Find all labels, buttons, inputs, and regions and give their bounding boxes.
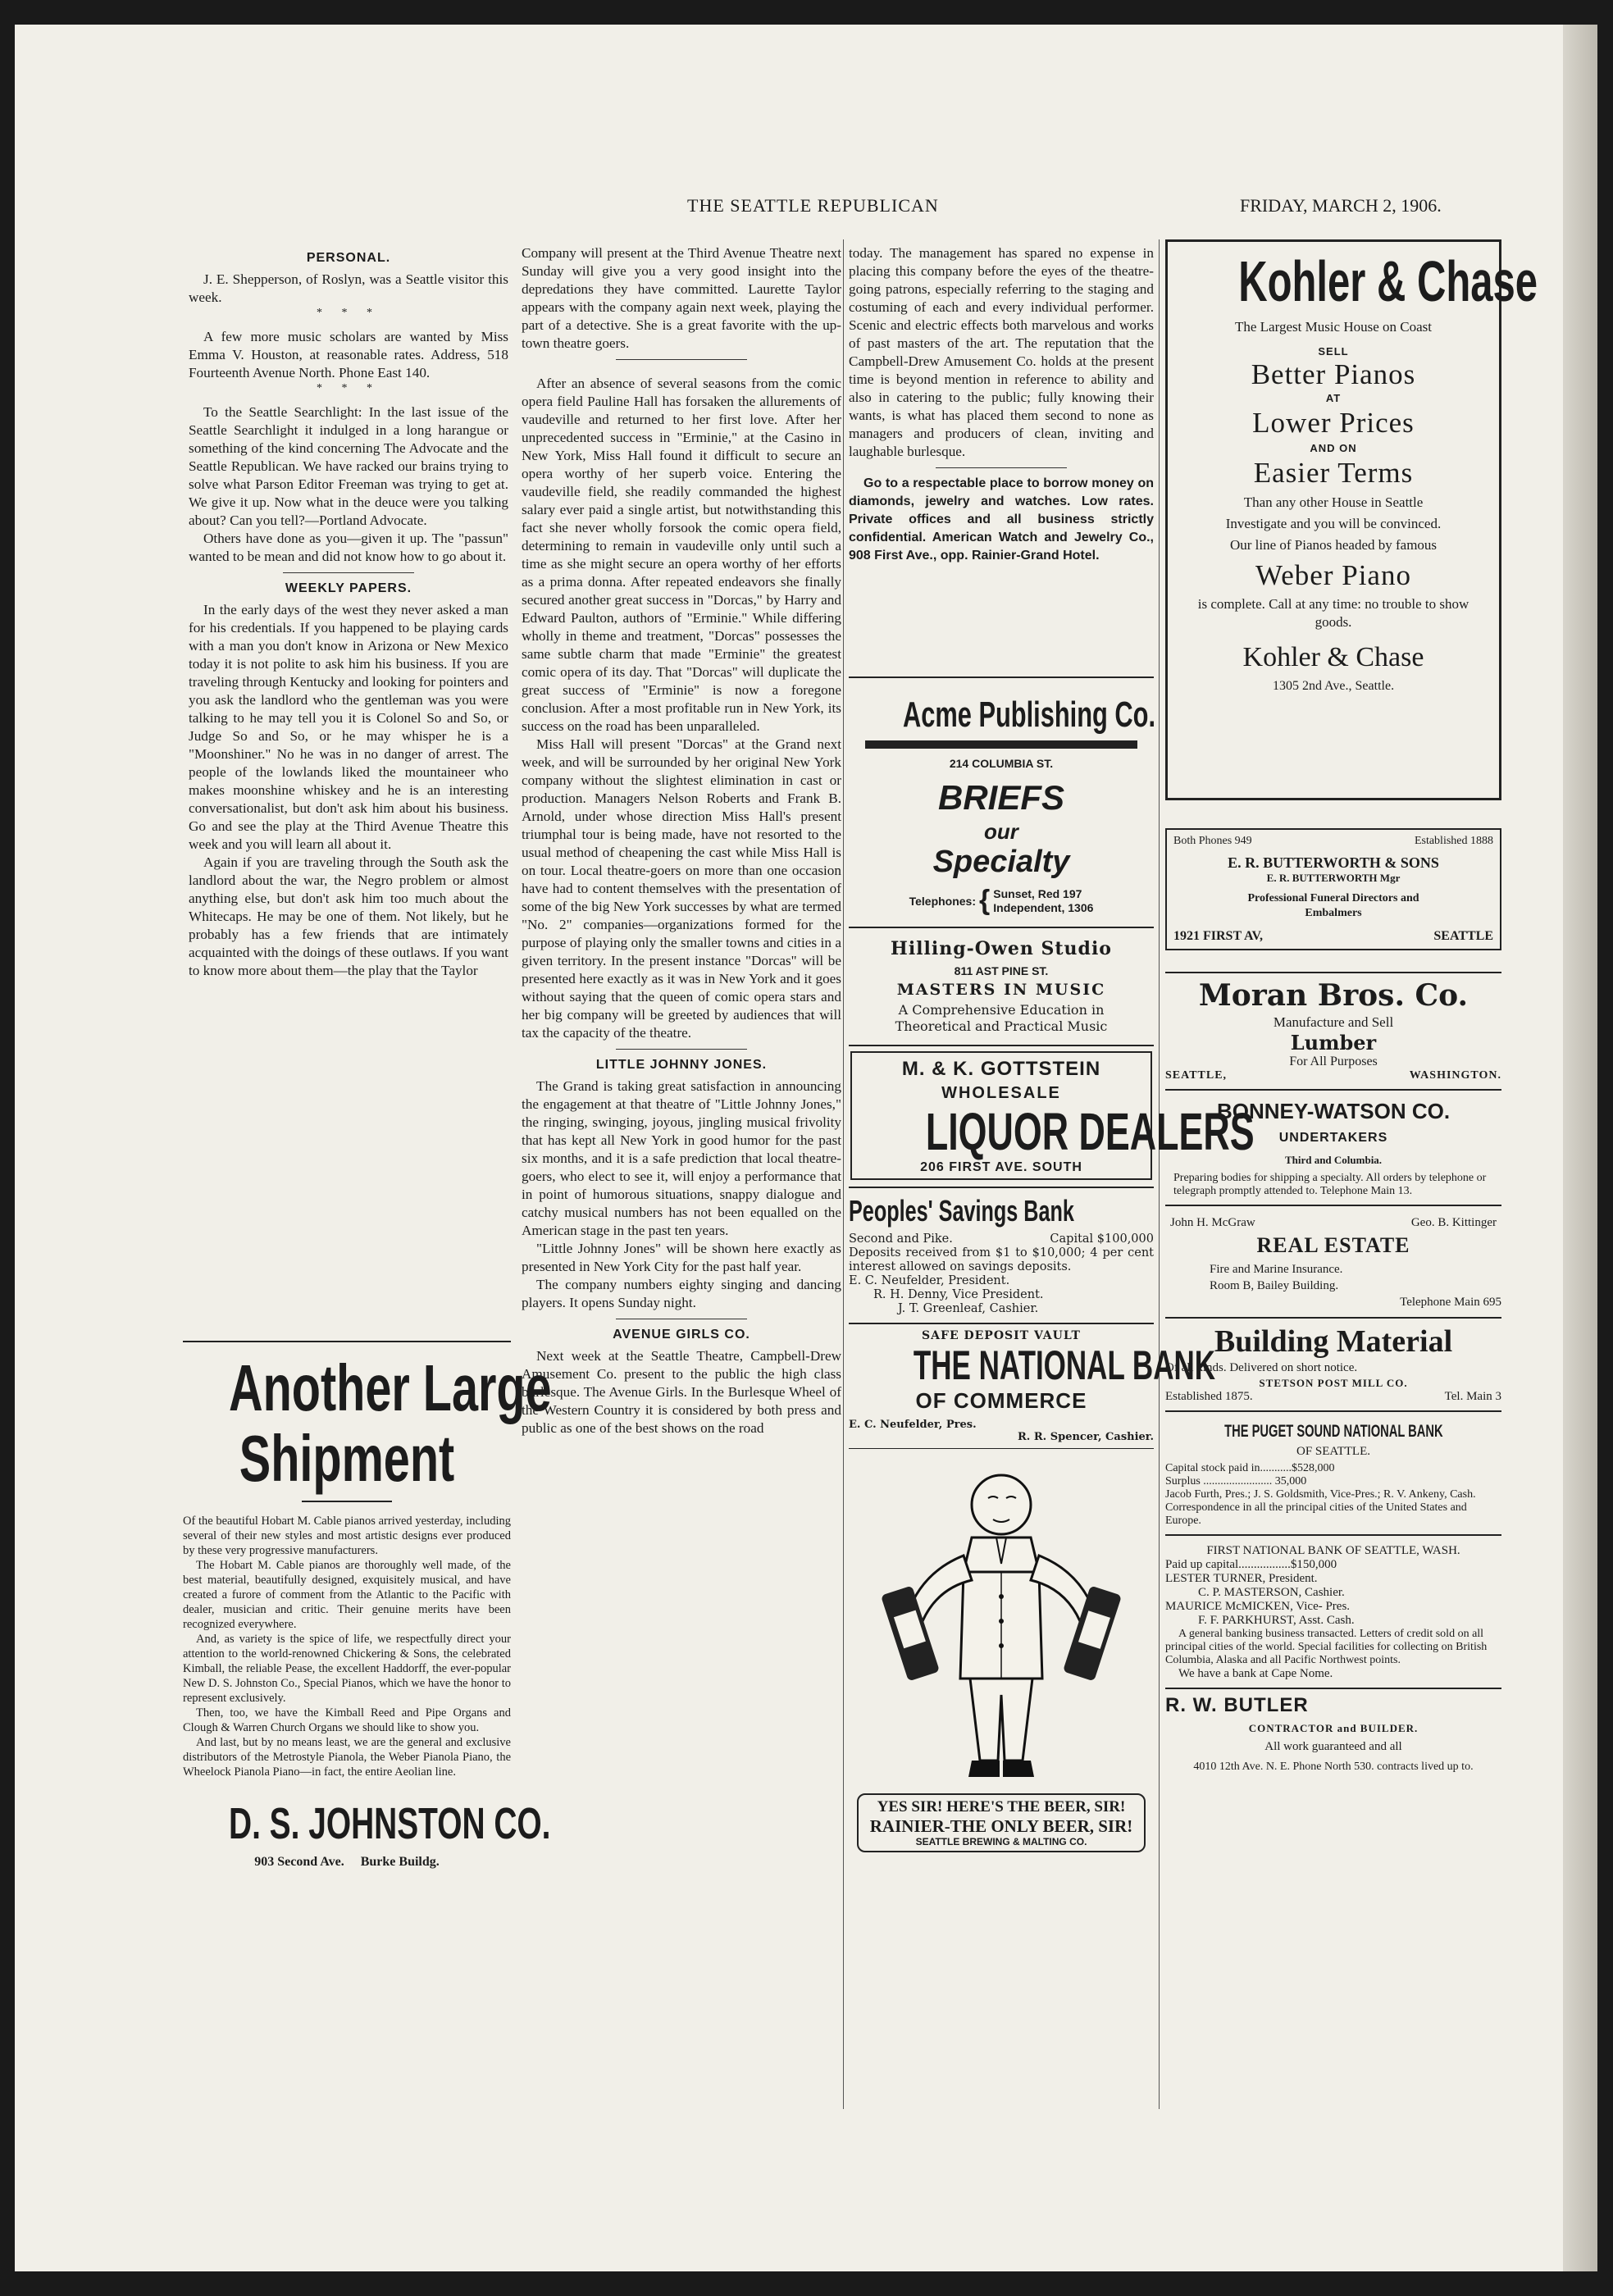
ad-rule: [1165, 1410, 1501, 1412]
bw-manager: E. R. BUTTERWORTH Mgr: [1266, 872, 1401, 884]
paragraph: today. The management has spared no expense in placing this company before the eyes of the theatre-going patrons, especially referring to the staging and costuming of each and every individual performer. Scenic and electric effects both marvelous and works of past masters of the art. The reputation that the Campbell-Drew Amusement Co. holds at the present time is beyond mention in reference to ability and also in catering to the public; fully knowing their wants, is what has placed them second to none as managers and producers of clean, inviting and laughable burlesque.: [849, 245, 1154, 459]
kc-than: Than any other House in Seattle: [1243, 494, 1424, 510]
kc-tagline: The Largest Music House on Coast: [1234, 319, 1432, 335]
bonney-name: BONNEY-WATSON CO.: [1216, 1099, 1451, 1123]
acme-tel-1: Sunset, Red 197: [993, 886, 1082, 900]
acme-our: our: [984, 819, 1018, 844]
kc-lower-prices: Lower Prices: [1252, 407, 1415, 439]
ad-rule: [849, 927, 1154, 928]
fn-cape-nome: We have a bank at Cape Nome.: [1178, 1667, 1333, 1680]
kc-name: Kohler & Chase: [1238, 249, 1538, 313]
moran-for: For All Purposes: [1289, 1055, 1378, 1068]
kc-better-pianos: Better Pianos: [1251, 358, 1416, 390]
nb-name-2: OF COMMERCE: [915, 1388, 1087, 1413]
bonney-desc: Preparing bodies for shipping a specialty. All orders by telephone or telegraph promptly attended to. Telephone Main 13.: [1173, 1172, 1487, 1197]
fn-general: A general banking business transacted. Letters of credit sold on all principal cities of the world. Special facilities for collecting on British Columbia, Alaska and all Pacific Northwest points.: [1165, 1628, 1488, 1666]
paragraph: The Grand is taking great satisfaction in announcing the engagement at that theatre of "Little Johnny Jones," the ringing, swinging, joyous, jingling musical frivolity that has kept all New York in good humor for the past six months, and it is a safe prediction that local theatre-goers, who elect to see it, will enjoy a performance that in point of humorous situations, snappy dialogue and catchy musical numbers has not been equalled on the American stage in the past ten years.: [522, 1078, 841, 1238]
kc-investigate: Investigate and you will be convinced.: [1225, 516, 1442, 531]
johnny-jones-heading: LITTLE JOHNNY JONES.: [595, 1058, 768, 1072]
masthead-date: FRIDAY, MARCH 2, 1906.: [1240, 195, 1442, 216]
hilling-name: Hilling-Owen Studio: [891, 938, 1112, 959]
peoples-cashier: J. T. Greenleaf, Cashier.: [898, 1302, 1039, 1315]
avenue-girls-heading: AVENUE GIRLS CO.: [613, 1328, 750, 1342]
fn-title: FIRST NATIONAL BANK OF SEATTLE, WASH.: [1206, 1544, 1460, 1557]
butterworth-ad: [1165, 828, 1501, 950]
fn-asst-cash: F. F. PARKHURST, Asst. Cash.: [1198, 1614, 1355, 1627]
hilling-masters: MASTERS IN MUSIC: [896, 981, 1106, 999]
re-insurance: Fire and Marine Insurance.: [1210, 1263, 1343, 1276]
acme-name: Acme Publishing Co.: [903, 695, 1156, 735]
peoples-vice: R. H. Denny, Vice President.: [873, 1288, 1044, 1301]
ad-rule: [849, 1187, 1154, 1188]
ad-rule: [1165, 972, 1501, 973]
kc-sell: SELL: [1318, 345, 1349, 358]
peoples-deposits: Deposits received from $1 to $10,000; 4 per cent interest allowed on savings deposits.: [849, 1246, 1154, 1273]
personal-heading: PERSONAL.: [306, 251, 391, 265]
paragraph: A few more music scholars are wanted by Miss Emma V. Houston, at reasonable rates. Address, 518 Fourteenth Avenue North. Phone East 140.: [189, 329, 508, 380]
ad-rule: [1165, 1534, 1501, 1536]
ps-sub: OF SEATTLE.: [1296, 1445, 1370, 1458]
acme-specialty: Specialty: [932, 845, 1070, 879]
divider: [302, 1501, 392, 1502]
paragraph: "Little Johnny Jones" will be shown here exactly as presented in New York City for the past half year.: [522, 1241, 841, 1274]
piano-ad-title-1: Another Large: [229, 1351, 552, 1424]
re-kittinger: Geo. B. Kittinger: [1410, 1216, 1497, 1229]
moran-sub: Manufacture and Sell: [1273, 1014, 1394, 1030]
piano-ad-title-2: Shipment: [239, 1422, 455, 1495]
ad-rule: [1165, 1317, 1501, 1319]
ad-rule: [849, 676, 1154, 678]
moran-name: Moran Bros. Co.: [1198, 978, 1469, 1013]
bonney-address: Third and Columbia.: [1284, 1154, 1383, 1166]
divider: [936, 467, 1067, 468]
beer-slogan-box: [857, 1793, 1146, 1852]
separator-stars: * * *: [317, 382, 380, 394]
rb-line-1: All work guaranteed and all: [1264, 1740, 1402, 1753]
separator-stars: * * *: [317, 307, 380, 319]
ad-paragraph: And, as variety is the spice of life, we respectfully direct your attention to the world-renowned Chickering & Sons, the celebrated Kimball, the reliable Pease, the excellent Haddorff, the ever-popular New D. S. Johnston Co., Special Pianos, which we have the honor to represent exclusively.: [183, 1633, 511, 1705]
kc-name-2: Kohler & Chase: [1242, 642, 1424, 672]
re-telephone: Telephone Main 695: [1400, 1296, 1501, 1309]
ad-paragraph: Of the beautiful Hobart M. Cable pianos arrived yesterday, including several of their new styles and most artistic designs ever produced by these very progressive manufacturers.: [183, 1515, 511, 1557]
beer-slogan-2: RAINIER-THE ONLY BEER, SIR!: [869, 1816, 1133, 1836]
fn-capital: Paid up capital.................$150,000: [1165, 1558, 1337, 1571]
column-1: [189, 244, 508, 980]
piano-ad-firm: D. S. JOHNSTON CO.: [229, 1799, 551, 1848]
masthead-title: THE SEATTLE REPUBLICAN: [687, 195, 939, 216]
rb-name: R. W. BUTLER: [1165, 1694, 1309, 1716]
acme-address: 214 COLUMBIA ST.: [949, 757, 1054, 770]
column-4: [1165, 239, 1538, 1774]
ad-paragraph: And last, but by no means least, we are the general and exclusive distributors of the Metrostyle Pianola, the Weber Pianola Piano, the Wheelock Pianola Piano—in fact, the entire Aeolian line.: [183, 1736, 511, 1779]
paragraph: The company numbers eighty singing and dancing players. It opens Sunday night.: [522, 1277, 841, 1310]
moran-state: WASHINGTON.: [1409, 1069, 1501, 1082]
column-rule: [843, 239, 844, 2109]
ps-correspondence: Correspondence in all the principal cities of the United States and Europe.: [1165, 1501, 1467, 1527]
bw-established: Established 1888: [1414, 835, 1493, 847]
acme-bar: [865, 740, 1137, 749]
rb-sub: CONTRACTOR and BUILDER.: [1248, 1722, 1419, 1734]
paragraph: In the early days of the west they never asked a man for his credentials. If you happened to be playing cards with a man you don't know in Arizona or New Mexico today it is not polite to ask him his business. If you are traveling through Kentucky and looking for pointers and you ask the landlord who the gentleman was you were talking to he may tell you it is Colonel So and So, or Judge So and So, or he may whisper he is a "Moonshiner." No he was in no danger of arrest. The people of the lowlands liked the mountaineer who makes moonshine whiskey and he is an interesting conversationalist, but don't ask him about his business. Go and see the play at the Third Avenue Theatre this week and you will learn all about it.: [189, 602, 508, 852]
paragraph: Company will present at the Third Avenue Theatre next Sunday will give you a very good insight into the depredations they have committed. Laurette Taylor appears with the company again next week, playing the part of a detective. She is a great favorite with the up-town theatre goers.: [522, 245, 841, 351]
kc-weber: Weber Piano: [1255, 559, 1411, 591]
peoples-president: E. C. Neufelder, President.: [849, 1274, 1010, 1287]
gottstein-name: M. & K. GOTTSTEIN: [901, 1058, 1101, 1080]
bm-line-1: Of all kinds. Delivered on short notice.: [1165, 1361, 1358, 1374]
beer-brewer: SEATTLE BREWING & MALTING CO.: [915, 1836, 1087, 1847]
ad-rule: [1165, 1089, 1501, 1091]
hilling-address: 811 AST PINE ST.: [954, 964, 1049, 977]
acme-tel-label: Telephones:: [909, 894, 977, 908]
paragraph: After an absence of several seasons from the comic opera field Pauline Hall has forsaken the allurements of vaudeville and returned to her first love. After her unprecedented success in "Erminie," at the Casino in New York, Miss Hall found it difficult to secure an opera worthy of her superb voice. Entering the vaudeville field, she readily commanded the highest salary ever paid a single artist, but notwithstanding this fact she never wholly forsook the comic opera field, determining to remain in vaudeville only until such a time as she might secure an opera worthy of her efforts as a prima donna. After repeated endeavors she finally secured another great success in "Dorcas," by Harry and Edward Paulton, authors of "Erminie." While differing wholly in theme and treatment, "Dorcas" possesses the same subtle charm that made "Erminie" the greatest comic opera of its day. That "Dorcas" will duplicate the great success of "Erminie" is now a foregone conclusion. After a most profitable run in New York, its success on the road has been unparalleled.: [522, 376, 841, 734]
ad-rule: [849, 1045, 1154, 1046]
piano-ad: [183, 1351, 552, 1870]
kc-address: 1305 2nd Ave., Seattle.: [1272, 679, 1395, 693]
bw-phones: Both Phones 949: [1173, 835, 1252, 847]
gottstein-address: 206 FIRST AVE. SOUTH: [920, 1160, 1082, 1174]
ad-rule: [1165, 1688, 1501, 1689]
kc-and-on: AND ON: [1310, 442, 1357, 454]
kc-easier-terms: Easier Terms: [1253, 457, 1414, 489]
pawn-ad: Go to a respectable place to borrow money on diamonds, jewelry and watches. Low rates. Private offices and all business strictly confidential. American Watch and Jewelry Co., 908 First Ave., opp. Rainier-Grand Hotel.: [849, 476, 1154, 563]
re-title: REAL ESTATE: [1256, 1233, 1410, 1257]
moran-city: SEATTLE,: [1165, 1069, 1228, 1082]
ps-officers: Jacob Furth, Pres.; J. S. Goldsmith, Vice-Pres.; R. V. Ankeny, Cash.: [1165, 1488, 1476, 1501]
bw-professional: Professional Funeral Directors and Embalmers: [1247, 892, 1419, 919]
piano-ad-address: 903 Second Ave.: [254, 1855, 344, 1869]
column-rule: [1159, 239, 1160, 2109]
ps-title: THE PUGET SOUND NATIONAL BANK: [1223, 1422, 1443, 1441]
moran-lumber: Lumber: [1290, 1031, 1377, 1055]
nb-name: THE NATIONAL BANK: [913, 1342, 1216, 1388]
nb-cashier: R. R. Spencer, Cashier.: [1018, 1431, 1154, 1443]
paragraph: Others have done as you—given it up. The "passun" wanted to be mean and did not know how to go about it.: [189, 531, 508, 564]
peoples-name: Peoples' Savings Bank: [849, 1194, 1074, 1228]
peoples-address: Second and Pike.: [849, 1232, 953, 1246]
ps-surplus: Surplus ........................ 35,000: [1165, 1475, 1307, 1487]
paragraph: Miss Hall will present "Dorcas" at the Grand next week, and will be surrounded by her original New York company without the slightest elimination in cast or production. Managers Nelson Roberts and Frank B. Arnold, under whose direction Miss Hall's present triumphal tour is being made, have not resorted to the usual method of cheapening the cast while Miss Hall is on tour. Local theatre-goers on more than one occasion have had to content themselves with the presentation of some of the big New York successes by what are termed "No. 2" companies—organizations formed for the purpose of playing only the smaller towns and cities in a given territory. In the present instance "Dorcas" will be presented here exactly as it was in New York and it goes without saying that the queen of comic opera stars and her big company will be greeted by audiences that will tax the capacity of the theatre.: [522, 736, 841, 1041]
kc-at: AT: [1325, 392, 1342, 404]
fn-cashier: C. P. MASTERSON, Cashier.: [1198, 1586, 1345, 1599]
divider: [616, 359, 747, 360]
ad-paragraph: Then, too, we have the Kimball Reed and Pipe Organs and Clough & Warren Church Organs we should like to show you.: [183, 1706, 511, 1734]
ad-rule: [183, 1341, 511, 1342]
weekly-papers-heading: WEEKLY PAPERS.: [285, 581, 412, 595]
gottstein-liquor: LIQUOR DEALERS: [925, 1102, 1255, 1161]
beer-man-illustration: [849, 1449, 1154, 1793]
fn-vice: MAURICE McMICKEN, Vice- Pres.: [1165, 1600, 1351, 1613]
bw-city: SEATTLE: [1433, 929, 1493, 943]
paragraph: Next week at the Seattle Theatre, Campbell-Drew Amusement Co. present to the public the high class burlesque. The Avenue Girls. In the Burlesque Wheel of the Western Country it is considered by both press and public as one of the best shows on the road: [522, 1348, 841, 1436]
piano-ad-building: Burke Buildg.: [360, 1855, 440, 1869]
acme-tel-2: Independent, 1306: [993, 900, 1094, 914]
acme-briefs: BRIEFS: [937, 778, 1064, 817]
kc-complete: is complete. Call at any time: no trouble to show goods.: [1197, 596, 1469, 630]
re-room: Room B, Bailey Building.: [1210, 1279, 1339, 1292]
fn-president: LESTER TURNER, President.: [1165, 1572, 1318, 1585]
rainier-beer-ad: [849, 1449, 1154, 1859]
bonney-undertakers: UNDERTAKERS: [1278, 1131, 1388, 1145]
divider: [283, 572, 414, 573]
paragraph: J. E. Shepperson, of Roslyn, was a Seattle visitor this week.: [189, 271, 508, 305]
paragraph: To the Seattle Searchlight: In the last issue of the Seattle Searchlight it indulged in a long harangue or something of the kind concerning The Advocate and the Seattle Republican. We have racked our brains trying to solve what Parson Editor Freeman was trying to get at. We give it up. Now what in the deuce were you talking about? Can you tell?—Portland Advocate.: [189, 404, 508, 528]
newspaper-page: [15, 25, 1597, 2271]
ps-capital: Capital stock paid in...........$528,000: [1165, 1462, 1335, 1474]
kc-line: Our line of Pianos headed by famous: [1229, 537, 1438, 553]
col3-ads: Acme Publishing Co. 214 COLUMBIA ST. BRIEFS our Specialty Telephones: { Sunset, Red 197 Independent, 1306 Hilling-Owen Studio 811 AST PINE ST. MASTERS IN MUSIC A Comprehensive Education in Theoretical and Practical Music M. & K. GOTTSTEIN WHOLESALE LIQUOR DEALERS 206 FIRST AVE. SOUTH Peoples' Savings Bank Second and Pike. Capital $100,000 Deposits received from $1 to $10,000; 4 per cent interest allowed on savings deposits. E. C. Neufelder, President. R. H. Denny, Vice President. J. T. Greenleaf, Cashier. SAFE DEPOSIT VAULT THE NATIONAL BANK OF COMMERCE E. C. Neufelder, Pres. R. R. Spencer, Cashier. YES SIR! HERE'S THE BEER, SIR! RAINIER-THE ONLY BEER, SIR! SEATTLE BREWING & MALTING CO.: [849, 676, 1154, 1859]
ad-paragraph: The Hobart M. Cable pianos are thoroughly well made, of the best material, beautifully designed, exquisitely musical, and have created a furore of comment from the Atlantic to the Pacific with dealer, musician and critic. Their genuine merits have been recognized everywhere.: [183, 1559, 511, 1631]
peoples-capital: Capital $100,000: [1050, 1232, 1154, 1246]
hilling-desc: A Comprehensive Education in Theoretical and Practical Music: [895, 1002, 1108, 1034]
ad-rule: [849, 1323, 1154, 1324]
bm-mill: STETSON POST MILL CO.: [1259, 1377, 1408, 1389]
bm-tel: Tel. Main 3: [1444, 1390, 1501, 1403]
rb-line-2: 4010 12th Ave. N. E. Phone North 530. contracts lived up to.: [1193, 1761, 1474, 1773]
ad-rule: [1165, 1205, 1501, 1206]
column-2: [522, 244, 841, 1437]
column-3: [849, 244, 1154, 565]
paragraph: Again if you are traveling through the South ask the landlord about the war, the Negro problem or almost anything else, but don't ask him too much about the Whitecaps. He may be one of them. Not likely, but he probably has a few friends that are intimately acquainted with the doings of these outlaws. If you want to know more about them—the play that the Taylor: [189, 854, 508, 978]
bm-title: Building Material: [1214, 1324, 1453, 1359]
gottstein-wholesale: WHOLESALE: [941, 1084, 1061, 1102]
nb-president: E. C. Neufelder, Pres.: [849, 1419, 977, 1431]
re-mcgraw: John H. McGraw: [1170, 1216, 1255, 1229]
bm-established: Established 1875.: [1165, 1390, 1253, 1403]
bw-address: 1921 FIRST AV,: [1173, 929, 1263, 943]
kohler-chase-ad: [1165, 239, 1538, 800]
nb-vault: SAFE DEPOSIT VAULT: [922, 1329, 1081, 1342]
page-edge: [1563, 25, 1597, 2271]
beer-slogan-1: YES SIR! HERE'S THE BEER, SIR!: [877, 1798, 1126, 1815]
divider: [616, 1049, 747, 1050]
bw-name: E. R. BUTTERWORTH & SONS: [1228, 854, 1439, 871]
